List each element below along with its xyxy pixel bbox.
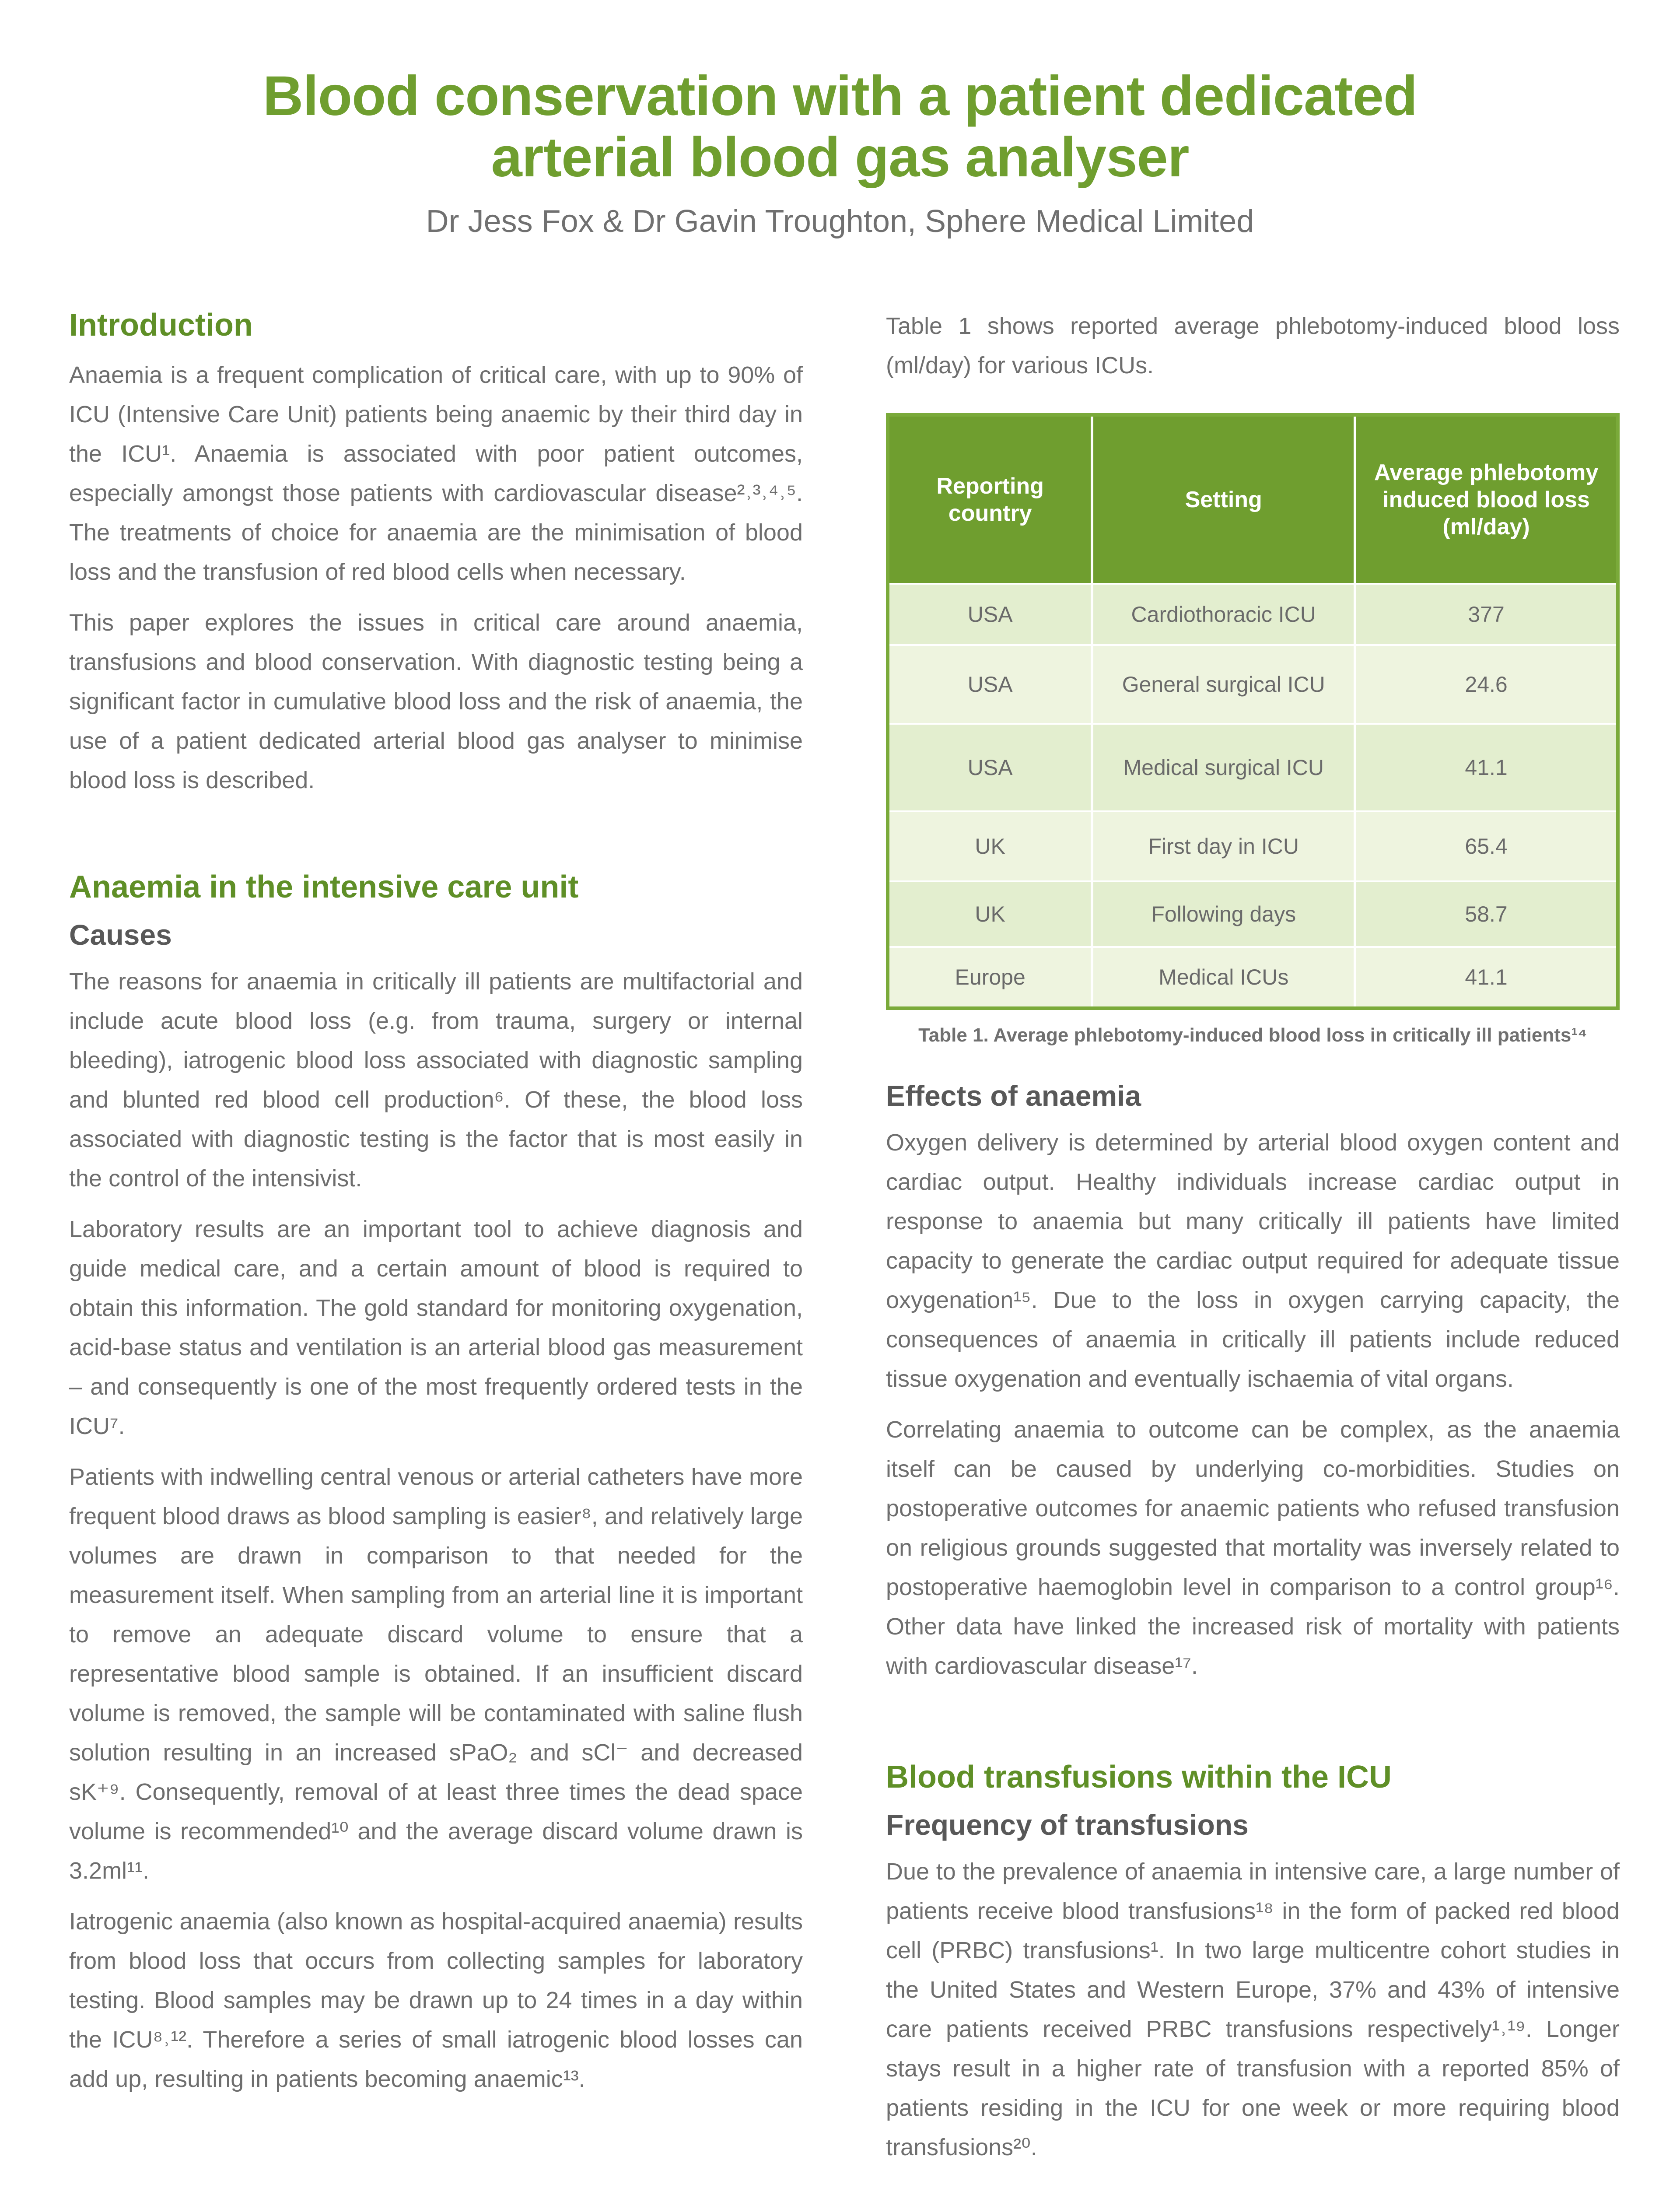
table-cell: 377	[1355, 584, 1618, 645]
transfusions-heading: Blood transfusions within the ICU	[886, 1760, 1392, 1795]
table-caption: Table 1. Average phlebotomy-induced blood loss in critically ill patients¹⁴	[918, 1024, 1587, 1046]
frequency-subheading: Frequency of transfusions	[886, 1809, 1249, 1841]
table-intro-paragraph: Table 1 shows reported average phlebotomy-induced blood loss (ml/day) for various ICUs.	[886, 313, 1620, 379]
table-cell: Following days	[1092, 881, 1355, 947]
table-cell: Cardiothoracic ICU	[1092, 584, 1355, 645]
section-spacer	[886, 1697, 1620, 1758]
table-row	[888, 881, 1618, 947]
table-cell: USA	[888, 724, 1092, 811]
causes-paragraph-4: Iatrogenic anaemia (also known as hospital-acquired anaemia) results from blood loss that occurs from collecting samples for laboratory testing. Blood samples may be drawn up to 24 times in a day within the ICU⁸˒¹². Therefore a series of small iatrogenic blood losses can add up, resulting in patients becoming anaemic¹³.	[69, 1908, 803, 2092]
anaemia-icu-heading: Anaemia in the intensive care unit	[69, 870, 579, 905]
table-cell: 41.1	[1355, 724, 1618, 811]
left-column	[69, 306, 803, 2110]
table-cell: USA	[888, 645, 1092, 724]
blood-loss-table	[886, 413, 1620, 1010]
table-cell: General surgical ICU	[1092, 645, 1355, 724]
table-cell: 65.4	[1355, 811, 1618, 881]
table-row	[888, 947, 1618, 1008]
table-cell: Medical ICUs	[1092, 947, 1355, 1008]
causes-paragraph-1: The reasons for anaemia in critically ill patients are multifactorial and include acute blood loss (e.g. from trauma, surgery or internal bleeding), iatrogenic blood loss associated with diagnostic sampling and blunted red blood cell production⁶. Of these, the blood loss associated with diagnostic testing is the factor that is most easily in the control of the intensivist.	[69, 968, 803, 1192]
column-header-country: Reporting country	[888, 415, 1092, 584]
table-cell: 24.6	[1355, 645, 1618, 724]
table-row	[888, 645, 1618, 724]
effects-paragraph-1: Oxygen delivery is determined by arterial blood oxygen content and cardiac output. Healthy individuals increase cardiac output in response to anaemia but many critically ill patients have limited capacity to generate the cardiac output required for adequate tissue oxygenation¹⁵. Due to the loss in oxygen carrying capacity, the consequences of anaemia in critically ill patients include reduced tissue oxygenation and eventually ischaemia of vital organs.	[886, 1129, 1620, 1392]
column-header-blood-loss: Average phlebotomy induced blood loss (ml/day)	[1355, 415, 1618, 584]
table-cell: 41.1	[1355, 947, 1618, 1008]
causes-subheading: Causes	[69, 919, 172, 951]
table-row	[888, 584, 1618, 645]
table-cell: USA	[888, 584, 1092, 645]
title-line-2: arterial blood gas analyser	[491, 126, 1189, 189]
table-cell: First day in ICU	[1092, 811, 1355, 881]
effects-paragraph-2: Correlating anaemia to outcome can be complex, as the anaemia itself can be caused by underlying co-morbidities. Studies on postoperative outcomes for anaemic patients who refused transfusion on religious grounds suggested that mortality was inversely related to postoperative haemoglobin level in comparison to a control group¹⁶. Other data have linked the increased risk of mortality with patients with cardiovascular disease¹⁷.	[886, 1417, 1620, 1679]
causes-paragraph-2: Laboratory results are an important tool to achieve diagnosis and guide medical care, and a certain amount of blood is required to obtain this information. The gold standard for monitoring oxygenation, acid-base status and ventilation is an arterial blood gas measurement – and consequently is one of the most frequently ordered tests in the ICU⁷.	[69, 1216, 803, 1439]
causes-paragraph-3: Patients with indwelling central venous or arterial catheters have more frequent blood draws as blood sampling is easier⁸, and relatively large volumes are drawn in comparison to that needed for the measurement itself. When sampling from an arterial line it is important to remove an adequate discard volume to ensure that a representative blood sample is obtained. If an insufficient discard volume is removed, the sample will be contaminated with saline flush solution resulting in an increased sPaO₂ and sCl⁻ and decreased sK⁺⁹. Consequently, removal of at least three times the dead space volume is recommended¹⁰ and the average discard volume drawn is 3.2ml¹¹.	[69, 1464, 803, 1884]
introduction-heading: Introduction	[69, 308, 253, 343]
table-cell: Europe	[888, 947, 1092, 1008]
table-cell: UK	[888, 811, 1092, 881]
introduction-paragraph-1: Anaemia is a frequent complication of critical care, with up to 90% of ICU (Intensive Care Unit) patients being anaemic by their third day in the ICU¹. Anaemia is associated with poor patient outcomes, especially amongst those patients with cardiovascular disease²˒³˒⁴˒⁵. The treatments of choice for anaemia are the minimisation of blood loss and the transfusion of red blood cells when necessary.	[69, 362, 803, 585]
table-cell: Medical surgical ICU	[1092, 724, 1355, 811]
frequency-paragraph-1: Due to the prevalence of anaemia in intensive care, a large number of patients receive blood transfusions¹⁸ in the form of packed red blood cell (PRBC) transfusions¹. In two large multicentre cohort studies in the United States and Western Europe, 37% and 43% of intensive care patients received PRBC transfusions respectively¹˒¹⁹. Longer stays result in a higher rate of transfusion with a reported 85% of patients residing in the ICU for one week or more requiring blood transfusions²⁰.	[886, 1858, 1620, 2160]
table-cell: 58.7	[1355, 881, 1618, 947]
effects-subheading: Effects of anaemia	[886, 1080, 1141, 1112]
section-spacer	[69, 811, 803, 868]
paper-authors: Dr Jess Fox & Dr Gavin Troughton, Sphere Medical Limited	[426, 204, 1254, 239]
paper-header	[0, 66, 1680, 240]
paper-title	[0, 66, 1680, 188]
table-row	[888, 724, 1618, 811]
table-cell: UK	[888, 881, 1092, 947]
introduction-paragraph-2: This paper explores the issues in critical care around anaemia, transfusions and blood conservation. With diagnostic testing being a significant factor in cumulative blood loss and the risk of anaemia, the use of a patient dedicated arterial blood gas analyser to minimise blood loss is described.	[69, 610, 803, 793]
right-column	[886, 306, 1620, 2178]
table-header-row	[888, 415, 1618, 584]
column-header-setting: Setting	[1092, 415, 1355, 584]
title-line-1: Blood conservation with a patient dedicated	[262, 65, 1418, 127]
table-row	[888, 811, 1618, 881]
